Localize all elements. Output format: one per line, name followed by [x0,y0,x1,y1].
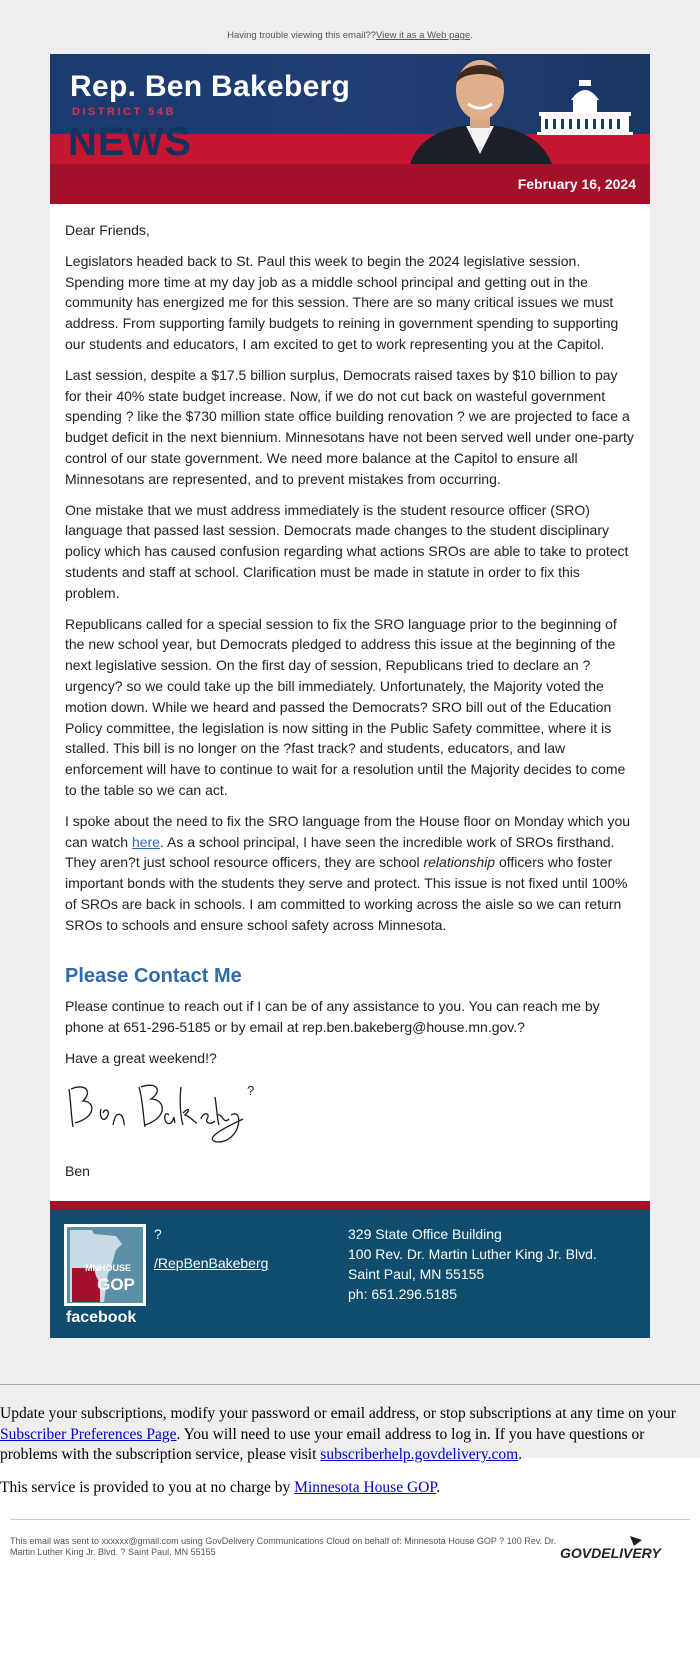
subscription-paragraph [0,1404,700,1466]
paragraph-sro-mistake: One mistake that we must address immediately is the student resource officer (SRO) language that passed last session. Democrats made changes to the student disciplinary policy which has caused confusion regarding what actions SROs are able to take to protect students and staff at school. Clarification must be made in statute in order to fix this problem. [65,501,629,601]
service-text-b: . [436,1478,441,1496]
mnhouse-gop-logo [64,1224,146,1306]
sub-text-b: . You will need to use your email address to log in. If you have questions or problems with the subscription service, please visit [0,1425,645,1463]
newsletter-card [50,54,650,1338]
fine-print: This email was sent to xxxxxx@gmail.com using GovDelivery Communications Cloud on behalf of: Minnesota House GOP ? 100 Rev. Dr. Martin Luther King Jr. Blvd. ? Saint Paul, MN 55155 [10,1536,557,1557]
subscription-notice [0,1404,700,1510]
paragraph-session: Legislators headed back to St. Paul this week to begin the 2024 legislative session. Spending more time at my day job as a middle school principal and getting out in the community has energized me for this session. There are so many critical issues we must address. From supporting family budgets to reining in government spending to supporting our students and educators, I am excited to get to work representing you at the Capitol. [65,252,619,352]
govdelivery-wordmark: GOVDELIVERY [560,1545,661,1561]
trouble-end: . [470,30,473,41]
subscriber-help-link[interactable]: subscriberhelp.govdelivery.com [320,1446,519,1463]
paragraph-house-floor [65,811,635,936]
p5-text-a: I spoke about the need to fix the SRO language from the House floor on Monday which you can watch [65,812,631,850]
service-paragraph [0,1478,700,1499]
news-wordmark: NEWS [68,120,192,164]
footer-red-divider [50,1201,650,1210]
capitol-icon [535,76,635,136]
address-line: 100 Rev. Dr. Martin Luther King Jr. Blvd. [348,1246,597,1263]
service-text-a: This service is provided to you at no charge by [0,1478,295,1496]
contact-paragraph: Please continue to reach out if I can be of any assistance to you. You can reach me by phone at 651-296-5185 or by email at rep.ben.bakeberg@house.mn.gov.? [65,998,600,1036]
sub-text-a: Update your subscriptions, modify your password or email address, or stop subscriptions at any time on your [0,1405,676,1422]
signature-mark: ? [247,1082,255,1098]
phone-line: ph: 651.296.5185 [348,1286,457,1303]
sub-text-c: . [518,1446,523,1463]
subscription-divider [0,1384,700,1385]
representative-name: Rep. Ben Bakeberg [70,70,351,103]
p5-emphasis: relationship [423,854,496,871]
address-line: 329 State Office Building [348,1226,502,1243]
p5-text-c: officers who foster important bonds with the students they serve and protect. This issue is not fixed until 100% of SROs are back in schools. I am committed to working across the aisle so we can return SROs to schools and ensure school safety across Minnesota. [65,854,628,933]
closing-line: Have a great weekend!? [65,1049,217,1066]
greeting: Dear Friends, [65,222,150,238]
newsletter-date: February 16, 2024 [517,176,636,192]
logo-text-gop: GOP [97,1275,135,1295]
trouble-text: Having trouble viewing this email?? [227,30,377,41]
address-line: Saint Paul, MN 55155 [348,1266,485,1283]
district-label: DISTRICT 54B [72,106,176,118]
footer-qmark: ? [154,1226,162,1243]
footer-block [50,1210,650,1338]
facebook-page-link[interactable]: /RepBenBakeberg [154,1255,269,1272]
paragraph-budget: Last session, despite a $17.5 billion surplus, Democrats raised taxes by $10 billion to pay for their 40% state budget increase. Now, if we do not cut back on wasteful government spending ? like the $730 million state office building renovation ? we are projected to face a budget deficit in the next biennium. Minnesotans have not been served well under one-party control of our state government. We need more balance at the Capitol to ensure all Minnesotans are represented, and to prevent mistakes from occurring. [65,366,634,487]
letter-body [50,204,650,1201]
minnesota-house-gop-link[interactable]: Minnesota House GOP [294,1478,437,1496]
subscriber-preferences-link[interactable]: Subscriber Preferences Page [0,1425,177,1443]
watch-video-link[interactable]: here [131,833,160,850]
govdelivery-logo [560,1534,690,1562]
header-banner [50,54,650,204]
fine-print-divider [10,1519,690,1520]
paragraph-special-session: Republicans called for a special session to fix the SRO language prior to the beginning of the new school year, but Democrats pledged to address this issue at the beginning of the next legislative session. On the first day of session, Republicans tried to declare an ?urgency? so we could take up the bill immediately. Unfortunately, the Majority voted the motion down. While we heard and passed the Democrats? SRO bill out of the Education Policy committee, the legislation is now sitting in the Public Safety committee, where it is stalled. This bill is no longer on the ?fast track? and students, educators, and law enforcement will have to continue to wait for a resolution until the Majority decides to come to the table so we can act. [65,615,626,798]
p5-text-b: . As a school principal, I have seen the incredible work of SROs firsthand. They aren?t just school resource officers, they are school [65,833,615,871]
web-page-link[interactable]: View it as a Web page [376,30,471,41]
view-online-bar [0,30,700,41]
signature [65,1079,635,1151]
signature-image [65,1079,245,1151]
facebook-wordmark: facebook [66,1309,137,1327]
logo-text-mnhouse: MNHOUSE [84,1263,132,1274]
signoff-name: Ben [65,1162,90,1179]
office-address [348,1224,597,1304]
contact-heading: Please Contact Me [65,964,242,987]
